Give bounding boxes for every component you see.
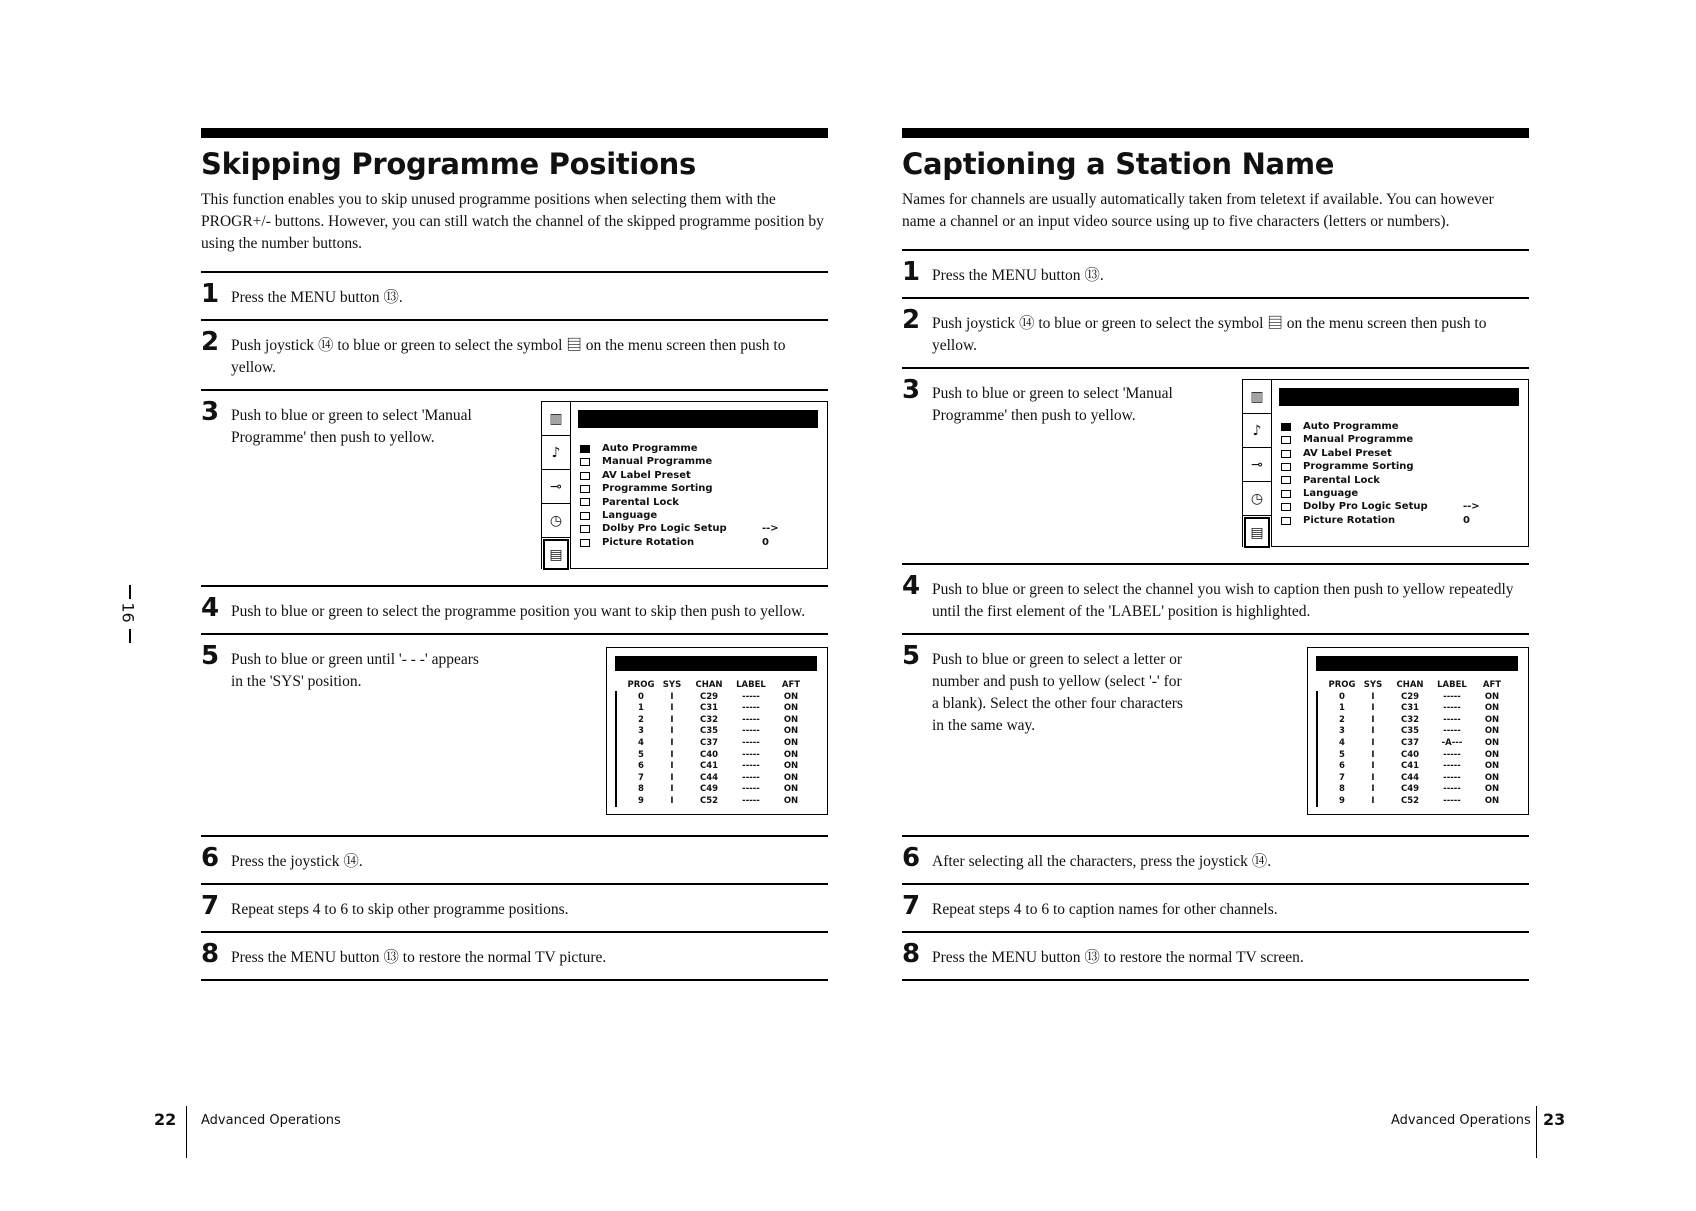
- table-cell: ON: [1484, 737, 1500, 748]
- table-cell: I: [1371, 772, 1375, 783]
- table-cell: -----: [1443, 784, 1461, 795]
- table-cell: ON: [783, 726, 799, 737]
- left-step-5: 5 Push to blue or green until '- - -' appears in the 'SYS' position. PROG SYS CHAN LABEL AFT 0 I C29 ----- ON 1 I C31 ----- ON 2 I C32 ----- ON 3 I C35 ----- ON 4 I C37 ----- ON 5 I C40 ----- ON 6 I C41 ----- ON 7 I C44 ----- ON 8 I C49 ----- ON 9 I C52 ----- ON: [201, 633, 828, 835]
- sound-icon: ♪: [1243, 414, 1271, 448]
- menu-item: AV Label Preset: [1281, 447, 1493, 460]
- table-cell: 6: [1339, 761, 1345, 772]
- table-cell: 7: [1339, 772, 1345, 783]
- table-cell: I: [670, 714, 674, 725]
- table-cell: -----: [1443, 726, 1461, 737]
- table-cell: C29: [699, 691, 719, 702]
- menu-item: Auto Programme: [580, 442, 792, 455]
- menu-item: Language: [1281, 487, 1493, 500]
- table-cell: -----: [742, 784, 760, 795]
- table-cell: 4: [1339, 737, 1345, 748]
- table-cell: ON: [783, 691, 799, 702]
- programme-table-screen: [606, 647, 828, 815]
- table-cell: ON: [783, 772, 799, 783]
- table-cell: -----: [742, 749, 760, 760]
- table-row: [615, 773, 809, 785]
- table-cell: C40: [699, 749, 719, 760]
- table-row: [1316, 692, 1510, 704]
- table-cell: ON: [1484, 703, 1500, 714]
- table-row: [615, 761, 809, 773]
- table-cell: -----: [742, 772, 760, 783]
- menu-item: Auto Programme: [1281, 420, 1493, 433]
- table-row: [1316, 738, 1510, 750]
- left-step-6: 6 Press the joystick ⑭.: [201, 835, 828, 883]
- right-intro: Names for channels are usually automatically taken from teletext if available. You can however name a channel or an input video source using up to five characters (letters or numbers).: [902, 191, 1494, 230]
- table-header-cell: LABEL: [736, 680, 766, 690]
- table-row: [1316, 773, 1510, 785]
- right-step-8: 8 Press the MENU button ⑬ to restore the normal TV screen.: [902, 931, 1529, 979]
- table-cell: -A---: [1441, 737, 1463, 748]
- menu-item: Parental Lock: [580, 496, 792, 509]
- table-cell: 9: [1339, 795, 1345, 806]
- connection-icon: ⊸: [542, 470, 570, 504]
- table-row: [1316, 750, 1510, 762]
- left-intro: This function enables you to skip unused programme positions when selecting them with the PROGR+/- buttons. However, you can still watch the channel of the skipped programme position by using the number buttons.: [201, 191, 824, 252]
- table-header: [615, 680, 809, 692]
- table-header-cell: SYS: [1363, 680, 1383, 690]
- menu-item: Picture Rotation 0: [580, 536, 792, 549]
- table-cell: C35: [1400, 726, 1420, 737]
- table-row: [1316, 715, 1510, 727]
- menu-screen: [541, 401, 828, 569]
- menu-screen: [1242, 379, 1529, 547]
- table-cell: 5: [638, 749, 644, 760]
- table-cell: C31: [699, 703, 719, 714]
- table-cell: 8: [1339, 784, 1345, 795]
- table-cell: C35: [699, 726, 719, 737]
- table-cell: I: [670, 703, 674, 714]
- table-cell: -----: [742, 761, 760, 772]
- sound-icon: ♪: [542, 436, 570, 470]
- menu-item: Manual Programme: [580, 455, 792, 468]
- menu-item: Dolby Pro Logic Setup -->: [1281, 500, 1493, 513]
- table-row: [1316, 796, 1510, 808]
- table-cell: -----: [742, 691, 760, 702]
- table-row: [1316, 761, 1510, 773]
- table-header-cell: AFT: [1482, 680, 1502, 690]
- table-cell: -----: [742, 714, 760, 725]
- table-row: [1316, 784, 1510, 796]
- setup-icon: ▤: [1243, 516, 1271, 549]
- footer-divider: [1536, 1106, 1537, 1158]
- table-cell: C41: [1400, 761, 1420, 772]
- right-step-7: 7 Repeat steps 4 to 6 to caption names for other channels.: [902, 883, 1529, 931]
- menu-title-bar: [1279, 388, 1519, 406]
- table-row: [615, 750, 809, 762]
- table-cell: 8: [638, 784, 644, 795]
- table-cell: I: [1371, 749, 1375, 760]
- right-step-2: 2 Push joystick ⑭ to blue or green to select the symbol ▤ on the menu screen then push to yellow.: [902, 297, 1529, 367]
- table-cell: I: [1371, 761, 1375, 772]
- table-cell: C37: [1400, 737, 1420, 748]
- table-cell: ON: [783, 737, 799, 748]
- menu-item: Parental Lock: [1281, 474, 1493, 487]
- table-cell: 3: [638, 726, 644, 737]
- left-title: Skipping Programme Positions: [201, 147, 696, 181]
- table-cell: I: [1371, 737, 1375, 748]
- end-rule: [902, 979, 1529, 981]
- menu-item: Picture Rotation 0: [1281, 514, 1493, 527]
- table-cell: C32: [699, 714, 719, 725]
- footer-left: [154, 1110, 176, 1129]
- connection-icon: ⊸: [1243, 448, 1271, 482]
- end-rule: [201, 979, 828, 981]
- table-cell: I: [1371, 691, 1375, 702]
- table-cell: -----: [742, 795, 760, 806]
- table-row: [615, 738, 809, 750]
- menu-item: AV Label Preset: [580, 469, 792, 482]
- left-page-column: [201, 128, 828, 981]
- right-page-column: [902, 128, 1529, 981]
- table-cell: C32: [1400, 714, 1420, 725]
- table-cell: ON: [783, 749, 799, 760]
- table-cell: ON: [783, 703, 799, 714]
- right-step-1: 1 Press the MENU button ⑬.: [902, 249, 1529, 297]
- table-header-cell: SYS: [662, 680, 682, 690]
- table-cell: I: [670, 784, 674, 795]
- table-cell: 4: [638, 737, 644, 748]
- table-header-cell: LABEL: [1437, 680, 1467, 690]
- section-rule: [902, 128, 1529, 138]
- page-number: 23: [1543, 1110, 1566, 1129]
- timer-icon: ◷: [1243, 482, 1271, 516]
- table-cell: -----: [1443, 714, 1461, 725]
- table-row: [615, 703, 809, 715]
- table-cell: -----: [1443, 772, 1461, 783]
- table-cell: C37: [699, 737, 719, 748]
- right-title: Captioning a Station Name: [902, 147, 1335, 181]
- menu-item: Programme Sorting: [580, 482, 792, 495]
- menu-item: Manual Programme: [1281, 433, 1493, 446]
- table-cell: ON: [1484, 726, 1500, 737]
- right-step-4: 4 Push to blue or green to select the channel you wish to caption then push to yellow repeatedly until the first element of the 'LABEL' position is highlighted.: [902, 563, 1529, 633]
- table-row: [615, 796, 809, 808]
- table-cell: I: [670, 795, 674, 806]
- table-cell: 1: [1339, 703, 1345, 714]
- programme-table: [1316, 680, 1510, 808]
- table-cell: I: [1371, 703, 1375, 714]
- table-cell: -----: [1443, 761, 1461, 772]
- table-row: [615, 726, 809, 738]
- table-cell: I: [1371, 795, 1375, 806]
- table-cell: ON: [783, 795, 799, 806]
- table-cell: ON: [1484, 784, 1500, 795]
- table-title-bar: [1316, 656, 1518, 671]
- table-cell: 6: [638, 761, 644, 772]
- table-header-cell: AFT: [781, 680, 801, 690]
- timer-icon: ◷: [542, 504, 570, 538]
- table-cell: I: [670, 761, 674, 772]
- table-cell: C41: [699, 761, 719, 772]
- table-header-cell: PROG: [627, 680, 655, 690]
- section-rule: [201, 128, 828, 138]
- table-cell: 0: [1339, 691, 1345, 702]
- table-title-bar: [615, 656, 817, 671]
- table-cell: 5: [1339, 749, 1345, 760]
- left-step-8: 8 Press the MENU button ⑬ to restore the normal TV picture.: [201, 931, 828, 979]
- table-cell: -----: [1443, 795, 1461, 806]
- table-row: [615, 784, 809, 796]
- table-cell: I: [670, 749, 674, 760]
- left-step-7: 7 Repeat steps 4 to 6 to skip other programme positions.: [201, 883, 828, 931]
- picture-icon: ▥: [542, 402, 570, 436]
- table-cell: -----: [1443, 691, 1461, 702]
- table-cell: ON: [783, 784, 799, 795]
- table-row: [1316, 726, 1510, 738]
- table-cell: 9: [638, 795, 644, 806]
- table-cell: I: [670, 772, 674, 783]
- menu-list: [1281, 420, 1493, 527]
- left-step-2: 2 Push joystick ⑭ to blue or green to select the symbol ▤ on the menu screen then push to yellow.: [201, 319, 828, 389]
- table-cell: I: [1371, 784, 1375, 795]
- menu-item: Language: [580, 509, 792, 522]
- footer-right: [1543, 1110, 1565, 1129]
- right-step-6: 6 After selecting all the characters, press the joystick ⑭.: [902, 835, 1529, 883]
- right-step-5: 5 Push to blue or green to select a letter or number and push to yellow (select '-' for a blank). Select the other four characters in the same way. PROG SYS CHAN LABEL AFT 0 I C29 ----- ON 1 I C31 ----- ON 2 I C32 ----- ON 3 I C35 ----- ON 4 I C37 -A--- ON 5 I C40 ----- ON 6 I C41 ----- ON 7 I C44 ----- ON 8 I C49 ----- ON 9 I C52 ----- ON: [902, 633, 1529, 835]
- table-header-cell: PROG: [1328, 680, 1356, 690]
- table-header-cell: CHAN: [695, 680, 723, 690]
- menu-icon-column: [542, 402, 571, 568]
- table-cell: I: [1371, 726, 1375, 737]
- table-cell: I: [670, 737, 674, 748]
- table-row: [615, 692, 809, 704]
- table-cell: -----: [742, 726, 760, 737]
- table-cell: C44: [699, 772, 719, 783]
- footer-section: Advanced Operations: [201, 1113, 341, 1128]
- table-cell: ON: [1484, 691, 1500, 702]
- table-cell: -----: [1443, 749, 1461, 760]
- table-cell: ON: [1484, 749, 1500, 760]
- menu-icon-column: [1243, 380, 1272, 546]
- table-cell: ON: [1484, 795, 1500, 806]
- table-cell: C52: [699, 795, 719, 806]
- table-row: [615, 715, 809, 727]
- table-cell: C31: [1400, 703, 1420, 714]
- menu-item: Dolby Pro Logic Setup -->: [580, 522, 792, 535]
- menu-item: Programme Sorting: [1281, 460, 1493, 473]
- setup-icon: ▤: [542, 538, 570, 571]
- left-step-4: 4 Push to blue or green to select the programme position you want to skip then push to yellow.: [201, 585, 828, 633]
- table-row: [1316, 703, 1510, 715]
- table-cell: ON: [783, 761, 799, 772]
- table-cell: I: [670, 691, 674, 702]
- footer-section: Advanced Operations: [1391, 1113, 1531, 1128]
- table-cell: 1: [638, 703, 644, 714]
- table-cell: C29: [1400, 691, 1420, 702]
- table-cell: -----: [742, 737, 760, 748]
- menu-title-bar: [578, 410, 818, 428]
- table-cell: 2: [638, 714, 644, 725]
- left-step-1: 1 Press the MENU button ⑬.: [201, 271, 828, 319]
- programme-table: [615, 680, 809, 808]
- table-cell: -----: [1443, 703, 1461, 714]
- table-header-cell: CHAN: [1396, 680, 1424, 690]
- right-step-3: 3 Push to blue or green to select 'Manual Programme' then push to yellow. ▥ ♪ ⊸ ◷ ▤ Auto Programme Manual Programme AV Label Preset Programme Sorting Parental Lock Language Dolby Pro Logic Setup --> Picture Rotation 0: [902, 367, 1529, 563]
- picture-icon: ▥: [1243, 380, 1271, 414]
- table-cell: 3: [1339, 726, 1345, 737]
- table-cell: 2: [1339, 714, 1345, 725]
- table-cell: ON: [1484, 772, 1500, 783]
- table-cell: I: [1371, 714, 1375, 725]
- table-cell: C40: [1400, 749, 1420, 760]
- table-cell: C52: [1400, 795, 1420, 806]
- left-step-3: 3 Push to blue or green to select 'Manual Programme' then push to yellow. ▥ ♪ ⊸ ◷ ▤ Auto Programme Manual Programme AV Label Preset Programme Sorting Parental Lock Language Dolby Pro Logic Setup --> Picture Rotation 0: [201, 389, 828, 585]
- programme-table-screen: [1307, 647, 1529, 815]
- side-page-marker: 16: [120, 585, 140, 645]
- footer-divider: [186, 1106, 187, 1158]
- table-cell: ON: [1484, 761, 1500, 772]
- menu-list: [580, 442, 792, 549]
- table-cell: C49: [1400, 784, 1420, 795]
- table-cell: ON: [783, 714, 799, 725]
- page-number: 22: [154, 1110, 177, 1129]
- table-cell: C49: [699, 784, 719, 795]
- table-cell: I: [670, 726, 674, 737]
- table-header: [1316, 680, 1510, 692]
- table-cell: 7: [638, 772, 644, 783]
- table-cell: C44: [1400, 772, 1420, 783]
- table-cell: ON: [1484, 714, 1500, 725]
- table-cell: -----: [742, 703, 760, 714]
- table-cell: 0: [638, 691, 644, 702]
